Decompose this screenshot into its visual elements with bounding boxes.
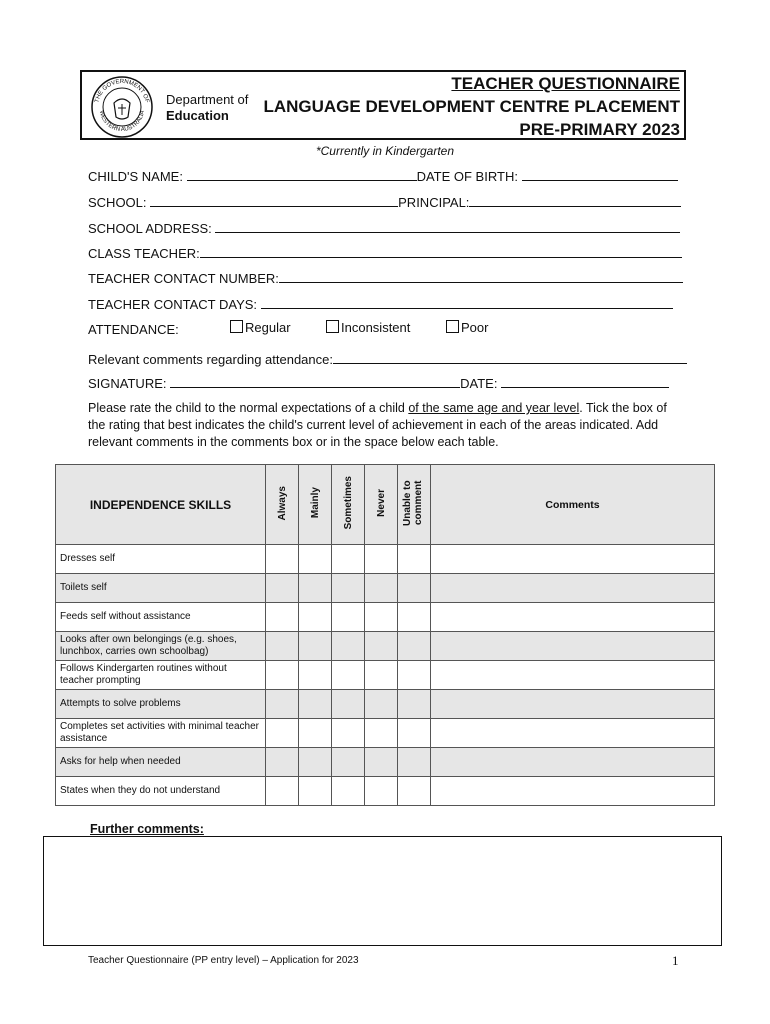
skill-label: Completes set activities with minimal teacher assistance [56, 719, 266, 748]
poor-label: Poor [461, 320, 489, 335]
rating-cell[interactable] [332, 574, 365, 603]
comment-cell[interactable] [431, 545, 715, 574]
table-row [56, 690, 715, 719]
checkbox-regular[interactable] [230, 320, 243, 333]
signature-row [88, 375, 669, 391]
attendance-row [88, 322, 179, 337]
checkbox-inconsistent[interactable] [326, 320, 339, 333]
date-label: DATE: [460, 376, 498, 391]
instructions-underlined: of the same age and year level [408, 401, 580, 415]
skill-label: Attempts to solve problems [56, 690, 266, 719]
relevant-comments-row [88, 351, 687, 367]
department-label: Department of [166, 92, 249, 107]
comment-cell[interactable] [431, 632, 715, 661]
rating-cell[interactable] [332, 603, 365, 632]
rating-cell[interactable] [398, 661, 431, 690]
rating-cell[interactable] [365, 545, 398, 574]
signature-label: SIGNATURE: [88, 376, 167, 391]
rating-cell[interactable] [365, 632, 398, 661]
instructions-part2: . Tick the box of the rating that best indicates the child's current level of achievement in each of the areas indicated. Add relevant comments in the comments box or in the space below each table. [88, 401, 667, 449]
attendance-option-regular[interactable] [230, 320, 291, 335]
rating-cell[interactable] [299, 574, 332, 603]
rating-instructions [88, 400, 684, 451]
rating-cell[interactable] [365, 777, 398, 806]
regular-label: Regular [245, 320, 291, 335]
teacher-contact-number-row [88, 270, 683, 286]
rating-cell[interactable] [299, 632, 332, 661]
school-address-field[interactable] [215, 220, 680, 233]
relevant-comments-field[interactable] [333, 351, 687, 364]
rating-cell[interactable] [266, 574, 299, 603]
date-of-birth-field[interactable] [522, 168, 678, 181]
table-row [56, 777, 715, 806]
rating-cell[interactable] [266, 632, 299, 661]
skill-label: Feeds self without assistance [56, 603, 266, 632]
principal-field[interactable] [469, 194, 681, 207]
teacher-contact-number-label: TEACHER CONTACT NUMBER: [88, 271, 279, 286]
rating-cell[interactable] [398, 719, 431, 748]
skill-label: Asks for help when needed [56, 748, 266, 777]
rating-cell[interactable] [299, 777, 332, 806]
comment-cell[interactable] [431, 603, 715, 632]
inconsistent-label: Inconsistent [341, 320, 411, 335]
rating-cell[interactable] [299, 690, 332, 719]
further-comments-label: Further comments: [90, 822, 204, 836]
teacher-contact-number-field[interactable] [279, 270, 683, 283]
skill-label: States when they do not understand [56, 777, 266, 806]
further-comments-box[interactable] [43, 836, 722, 946]
government-seal-icon [90, 75, 154, 139]
childs-name-field[interactable] [187, 168, 417, 181]
rating-cell[interactable] [398, 574, 431, 603]
rating-cell[interactable] [332, 777, 365, 806]
class-teacher-label: CLASS TEACHER: [88, 246, 200, 261]
teacher-contact-days-field[interactable] [261, 296, 673, 309]
rating-cell[interactable] [365, 574, 398, 603]
school-row [88, 194, 681, 210]
rating-cell[interactable] [365, 748, 398, 777]
footer-text: Teacher Questionnaire (PP entry level) – Application for 2023 [88, 955, 359, 966]
skill-label: Looks after own belongings (e.g. shoes, lunchbox, carries own schoolbag) [56, 632, 266, 661]
table-row [56, 603, 715, 632]
checkbox-poor[interactable] [446, 320, 459, 333]
independence-skills-table [55, 464, 715, 806]
document-header [80, 70, 686, 140]
comment-cell[interactable] [431, 748, 715, 777]
rating-cell[interactable] [398, 777, 431, 806]
rating-cell[interactable] [365, 603, 398, 632]
class-teacher-field[interactable] [200, 245, 682, 258]
rating-cell[interactable] [332, 748, 365, 777]
rating-cell[interactable] [332, 545, 365, 574]
table-row [56, 719, 715, 748]
rating-cell[interactable] [365, 661, 398, 690]
rating-cell[interactable] [299, 719, 332, 748]
rating-cell[interactable] [398, 632, 431, 661]
rating-cell[interactable] [365, 690, 398, 719]
rating-cell[interactable] [365, 719, 398, 748]
page-number: 1 [672, 953, 679, 968]
rating-cell[interactable] [398, 690, 431, 719]
rating-cell[interactable] [266, 748, 299, 777]
rating-cell[interactable] [266, 719, 299, 748]
comment-cell[interactable] [431, 661, 715, 690]
attendance-label: ATTENDANCE: [88, 322, 179, 337]
rating-cell[interactable] [299, 661, 332, 690]
skill-label: Dresses self [56, 545, 266, 574]
rating-cell[interactable] [398, 748, 431, 777]
rating-cell[interactable] [332, 661, 365, 690]
childs-name-row [88, 168, 678, 184]
rating-cell[interactable] [332, 690, 365, 719]
teacher-contact-days-label: TEACHER CONTACT DAYS: [88, 297, 258, 312]
rating-cell[interactable] [299, 748, 332, 777]
attendance-option-inconsistent[interactable] [326, 320, 410, 335]
document-subtitle: LANGUAGE DEVELOPMENT CENTRE PLACEMENT [263, 97, 680, 116]
column-always: Always [266, 465, 299, 545]
table-row [56, 632, 715, 661]
table-row [56, 661, 715, 690]
comment-cell[interactable] [431, 719, 715, 748]
school-address-row [88, 220, 680, 236]
skill-label: Toilets self [56, 574, 266, 603]
instructions-part1: Please rate the child to the normal expectations of a child [88, 401, 409, 415]
date-field[interactable] [501, 375, 669, 388]
column-unable-to-comment: Unable to comment [398, 465, 431, 545]
rating-cell[interactable] [266, 777, 299, 806]
skill-label: Follows Kindergarten routines without teacher prompting [56, 661, 266, 690]
comment-cell[interactable] [431, 574, 715, 603]
column-sometimes: Sometimes [332, 465, 365, 545]
comments-heading: Comments [431, 465, 715, 545]
rating-cell[interactable] [299, 545, 332, 574]
kindergarten-note: *Currently in Kindergarten [315, 144, 455, 158]
comment-cell[interactable] [431, 777, 715, 806]
teacher-contact-days-row [88, 296, 673, 312]
school-field[interactable] [150, 194, 398, 207]
rating-cell[interactable] [332, 632, 365, 661]
table-row [56, 748, 715, 777]
signature-field[interactable] [170, 375, 460, 388]
school-label: SCHOOL: [88, 195, 147, 210]
svg-text:WESTERN AUSTRALIA: WESTERN AUSTRALIA [97, 110, 146, 134]
rating-cell[interactable] [299, 603, 332, 632]
svg-text:THE GOVERNMENT OF: THE GOVERNMENT OF [94, 78, 150, 104]
date-of-birth-label: DATE OF BIRTH: [416, 169, 518, 184]
rating-cell[interactable] [398, 603, 431, 632]
table-row [56, 545, 715, 574]
school-address-label: SCHOOL ADDRESS: [88, 221, 212, 236]
table-row [56, 574, 715, 603]
attendance-option-poor[interactable] [446, 320, 488, 335]
rating-cell[interactable] [266, 603, 299, 632]
comment-cell[interactable] [431, 690, 715, 719]
principal-label: PRINCIPAL: [398, 195, 470, 210]
document-year-heading: PRE-PRIMARY 2023 [519, 120, 680, 139]
column-mainly: Mainly [299, 465, 332, 545]
education-label: Education [166, 108, 229, 123]
rating-cell[interactable] [332, 719, 365, 748]
document-title: TEACHER QUESTIONNAIRE [451, 74, 680, 93]
column-never: Never [365, 465, 398, 545]
rating-cell[interactable] [266, 690, 299, 719]
rating-cell[interactable] [266, 661, 299, 690]
class-teacher-row [88, 245, 682, 261]
relevant-comments-label: Relevant comments regarding attendance: [88, 352, 333, 367]
independence-skills-heading: INDEPENDENCE SKILLS [56, 465, 266, 545]
rating-cell[interactable] [266, 545, 299, 574]
table-header-row [56, 465, 715, 545]
childs-name-label: CHILD'S NAME: [88, 169, 183, 184]
rating-cell[interactable] [398, 545, 431, 574]
